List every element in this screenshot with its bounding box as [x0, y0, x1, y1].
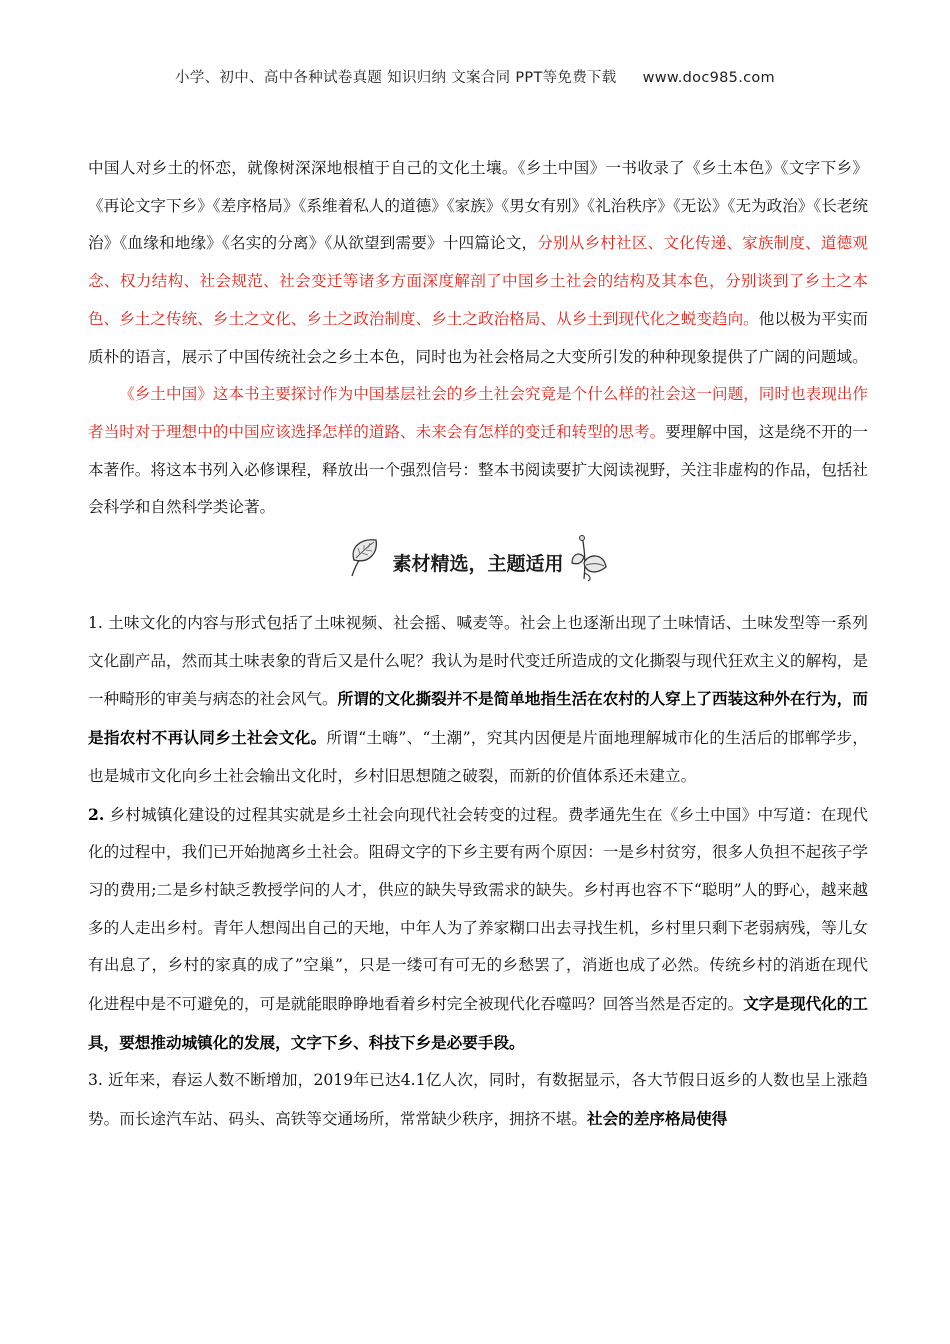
item-1-tail: 所谓“土嗨”、“土潮”，究其内因便是片面地理解城市化的生活后的邯郸学步，也是城市文化向乡土社会输出文化时，乡村旧思想随之破裂，而新的价值体系还未建立。	[88, 729, 868, 785]
intro-p1-text: 中国人对乡土的怀恋，就像树深深地根植于自己的文化土壤。《乡土中国》一书收录了《乡土本色》《文字下乡》《再论文字下乡》《差序格局》《系维着私人的道德》《家族》《男女有别》《礼治秩序》《无讼》《无为政治》《长老统治》《血缘和地缘》《名实的分离》《从欲望到需要》十四篇论文，	[88, 159, 868, 253]
leaf-right-icon	[570, 533, 610, 598]
item-1-bold: 所谓的文化撕裂并不是简单地指生活在农村的人穿上了西装这种外在行为，而是指农村不再认同乡土社会文化。	[88, 689, 868, 748]
intro-paragraph-1	[88, 150, 868, 376]
intro-p1-highlight: 分别从乡村社区、文化传递、家族制度、道德观念、权力结构、社会规范、社会变迁等诸多方面深度解剖了中国乡土社会的结构及其本色，分别谈到了乡土之本色、乡土之传统、乡土之文化、乡土之政治制度、乡土之政治格局、从乡土到现代化之蜕变趋向。	[88, 234, 868, 328]
intro-p2-highlight: 《乡土中国》这本书主要探讨作为中国基层社会的乡土社会究竟是个什么样的社会这一问题，同时也表现出作者当时对于理想中的中国应该选择怎样的道路、未来会有怎样的变迁和转型的思考。	[88, 385, 868, 441]
item-2-bold: 文字是现代化的工具，要想推动城镇化的发展，文字下乡、科技下乡是必要手段。	[88, 994, 868, 1052]
item-2	[88, 796, 868, 1063]
item-3	[88, 1062, 868, 1138]
intro-paragraph-2	[88, 376, 868, 527]
item-2-number: 2.	[88, 804, 105, 824]
item-1	[88, 605, 868, 796]
item-3-bold: 社会的差序格局使得	[587, 1109, 728, 1129]
item-2-text: 乡村城镇化建设的过程其实就是乡土社会向现代社会转变的过程。费孝通先生在《乡土中国》中写道：在现代化的过程中，我们已开始抛离乡土社会。阻碍文字的下乡主要有两个原因：一是乡村贫穷，很多人负担不起孩子学习的费用;二是乡村缺乏教授学问的人才，供应的缺失导致需求的缺失。乡村再也容不下“聪明”人的野心，越来越多的人走出乡村。青年人想闯出自己的天地，中年人为了养家糊口出去寻找生机，乡村里只剩下老弱病残，等儿女有出息了，乡村的家真的成了”空巢”，只是一缕可有可无的乡愁罢了，消逝也成了必然。传统乡村的消逝在现代化进程中是不可避免的，可是就能眼睁睁地看着乡村完全被现代化吞噬吗？回答当然是否定的。	[88, 805, 868, 1014]
page-header	[0, 66, 950, 87]
item-1-text: 1. 土味文化的内容与形式包括了土味视频、社会摇、喊麦等。社会上也逐渐出现了土味情话、土味发型等一系列文化副产品，然而其土味表象的背后又是什么呢？我认为是时代变迁所造成的文化撕裂与现代狂欢主义的解构，是一种畸形的审美与病态的社会风气。	[88, 614, 868, 709]
intro-p2-tail: 要理解中国，这是绕不开的一本著作。将这本书列入必修课程，释放出一个强烈信号：整本书阅读要扩大阅读视野，关注非虚构的作品，包括社会科学和自然科学类论著。	[88, 422, 868, 517]
section-banner	[88, 529, 868, 601]
header-url[interactable]: www.doc985.com	[642, 70, 775, 86]
leaf-left-icon	[346, 536, 386, 595]
header-text: 小学、初中、高中各种试卷真题 知识归纳 文案合同 PPT等免费下载	[175, 70, 617, 86]
intro-p1-tail: 他以极为平实而质朴的语言，展示了中国传统社会之乡土本色，同时也为社会格局之大变所引发的种种现象提供了广阔的问题域。	[88, 309, 868, 366]
banner-title: 素材精选，主题适用	[392, 553, 564, 576]
item-3-text: 3. 近年来，春运人数不断增加，2019年已达4.1亿人次，同时，有数据显示，各大节假日返乡的人数也呈上涨趋势。而长途汽车站、码头、高铁等交通场所，常常缺少秩序，拥挤不堪。	[88, 1071, 868, 1129]
document-body	[88, 150, 868, 1139]
